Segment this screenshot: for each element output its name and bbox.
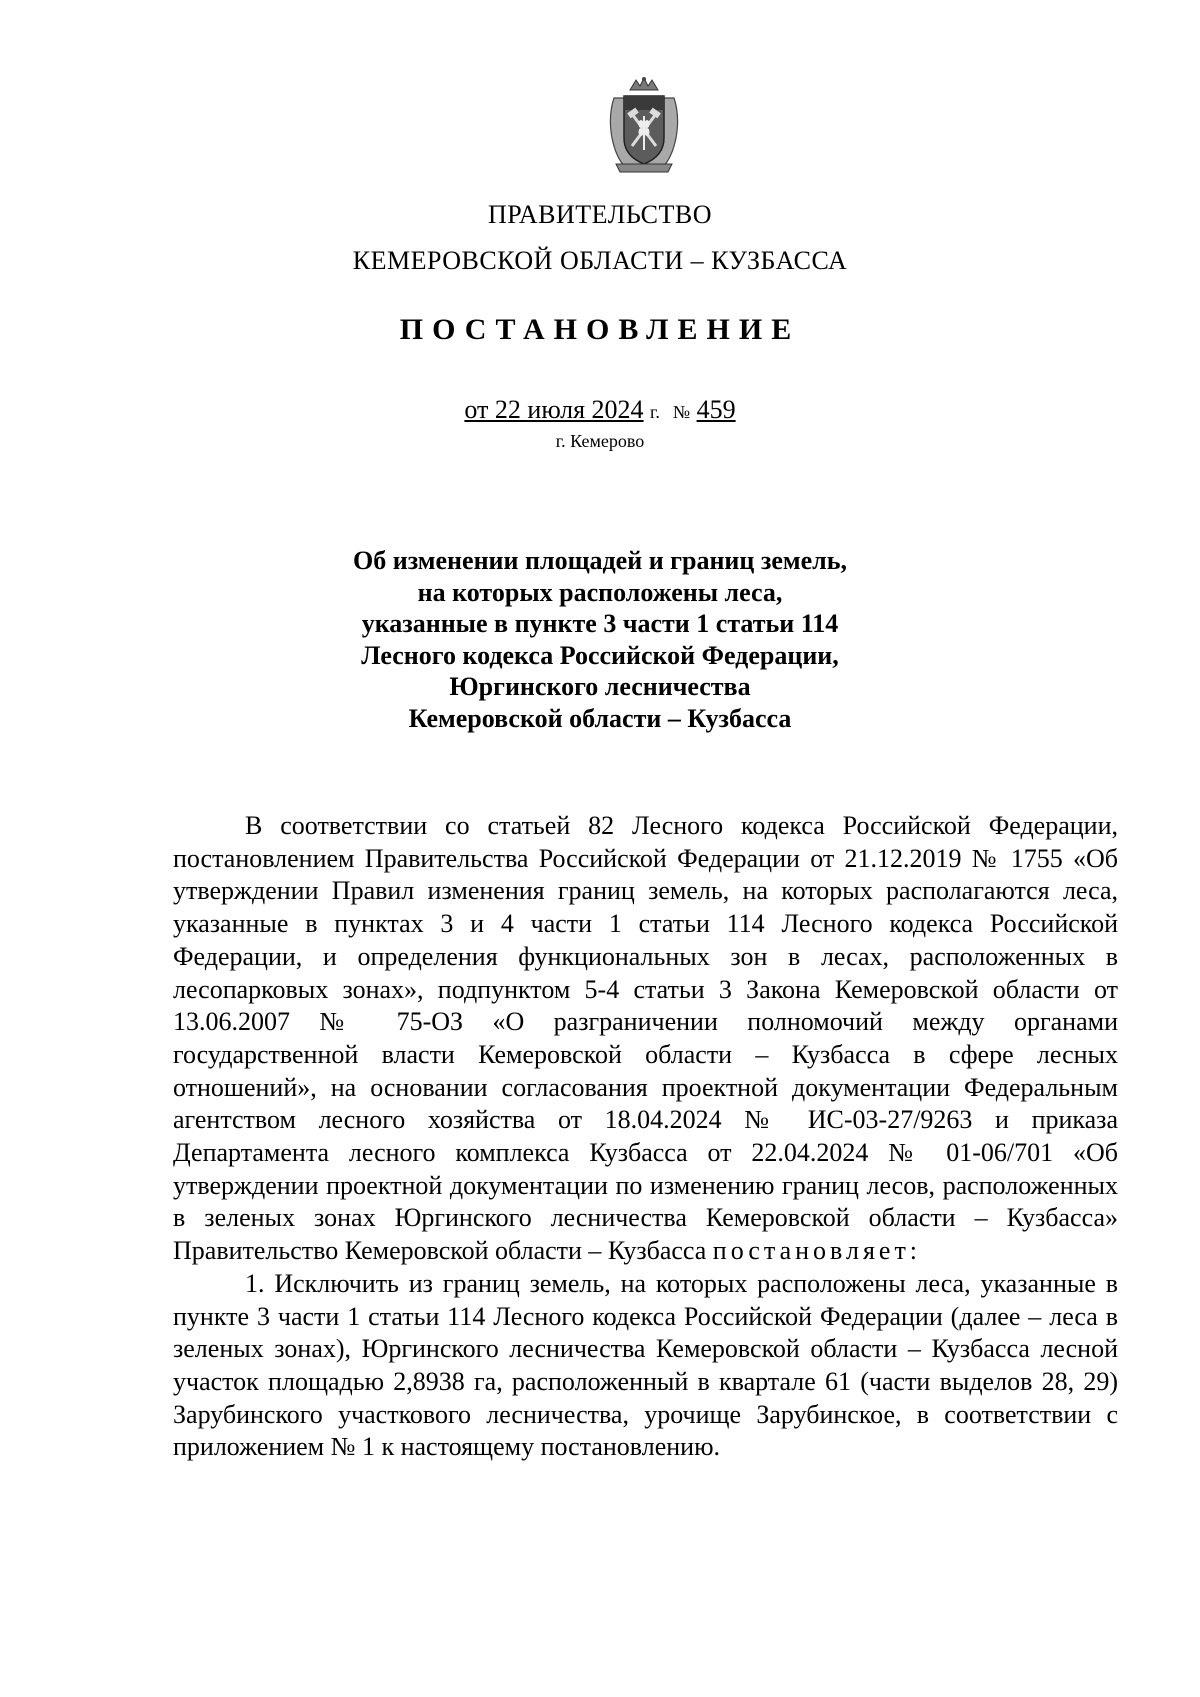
title-line: Об изменении площадей и границ земель,: [353, 546, 847, 575]
preamble-text: В соответствии со статьей 82 Лесного кодекса Российской Федерации, постановлением Правительства Российской Федерации от 21.12.2019 № 1755 «Об утверждении Правил изменения границ земель, на которых располагаются леса, указанные в пунктах 3 и 4 части 1 статьи 114 Лесного кодекса Российской Федерации, и определения функциональных зон в лесах, расположенных в лесопарковых зонах», подпунктом 5-4 статьи 3 Закона Кемеровской области от 13.06.2007 № 75-ОЗ «О разграничении полномочий между органами государственной власти Кемеровской области – Кузбасса в сфере лесных отношений», на основании согласования проектной документации Федеральным агентством лесного хозяйства от 18.04.2024 № ИС-03-27/9263 и приказа Департамента лесного комплекса Кузбасса от 22.04.2024 № 01-06/701 «Об утверждении проектной документации по изменению границ лесов, расположенных в зеленых зонах Юргинского лесничества Кемеровской области – Кузбасса» Правительство Кемеровской области – Кузбасса: [173, 811, 1118, 1266]
city-name: г. Кемерово: [555, 431, 645, 451]
decree-word: постановляет:: [712, 1236, 922, 1266]
document-title: [300, 545, 900, 734]
title-line: Лесного кодекса Российской Федерации,: [361, 640, 839, 670]
number-sign: №: [672, 402, 691, 422]
title-line: Юргинского лесничества: [449, 672, 751, 701]
coat-of-arms-emblem: [606, 76, 682, 176]
date-number-line: [0, 395, 1200, 425]
organization-name-line1: ПРАВИТЕЛЬСТВО: [488, 200, 712, 229]
document-number: 459: [696, 395, 736, 424]
title-line: Кемеровской области – Кузбасса: [408, 703, 792, 733]
document-body: [173, 810, 1118, 1464]
year-suffix: г.: [650, 402, 660, 422]
decree-item-1: 1. Исключить из границ земель, на которых расположены леса, указанные в пункте 3 части 1 статьи 114 Лесного кодекса Российской Федерации (далее – леса в зеленых зонах), Юргинского лесничества Кемеровской области – Кузбасса лесной участок площадью 2,8938 га, расположенный в квартале 61 (части выделов 28, 29) Зарубинского участкового лесничества, урочище Зарубинское, в соответствии с приложением № 1 к настоящему постановлению.: [173, 1268, 1118, 1462]
organization-name-line2: КЕМЕРОВСКОЙ ОБЛАСТИ – КУЗБАССА: [352, 246, 848, 275]
preamble-paragraph: [173, 810, 1118, 1268]
document-type-heading: ПОСТАНОВЛЕНИЕ: [399, 313, 801, 346]
document-date: от 22 июля 2024: [464, 395, 644, 424]
title-line: на которых расположены леса,: [417, 577, 783, 607]
title-line: указанные в пункте 3 части 1 статьи 114: [361, 609, 839, 638]
